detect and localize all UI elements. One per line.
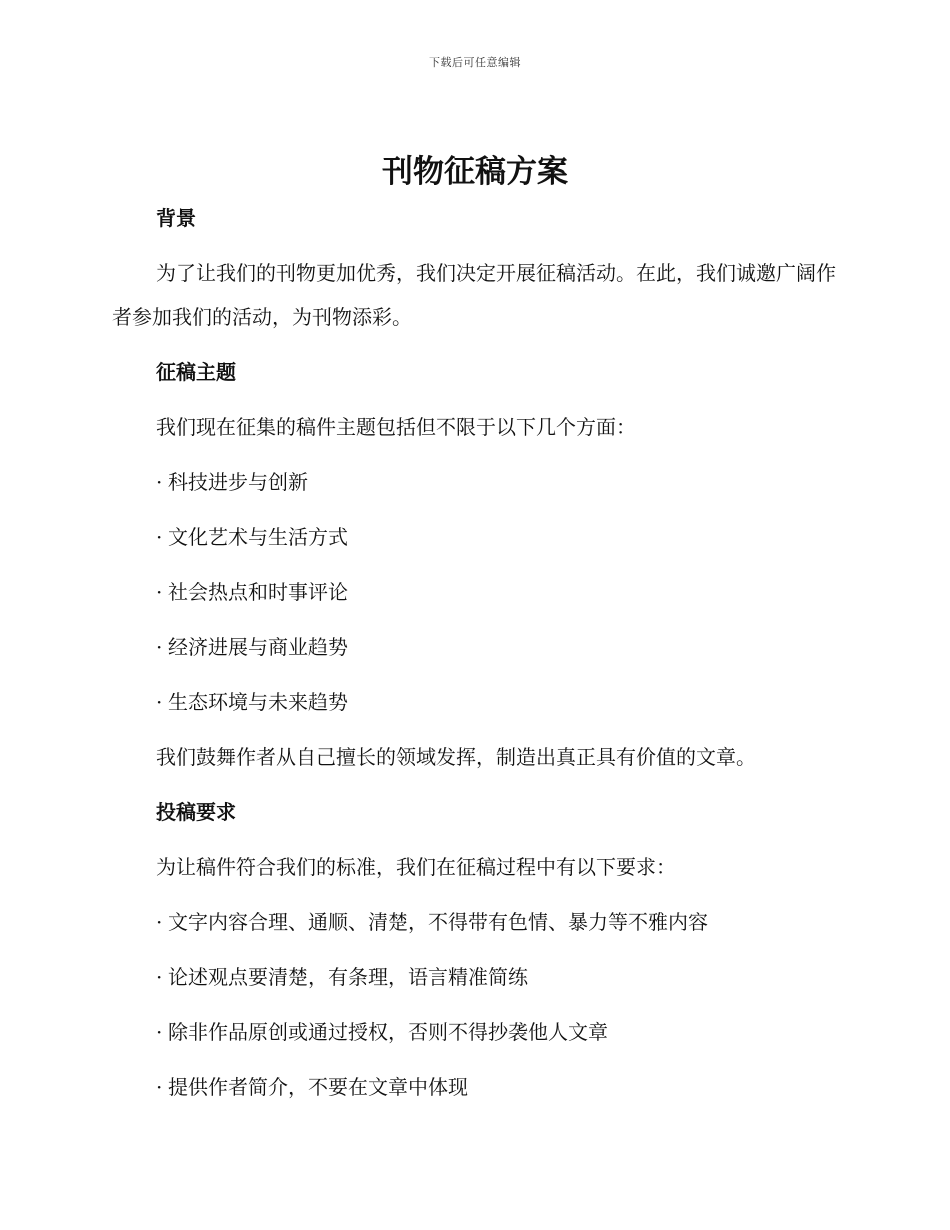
list-item-text: 经济进展与商业趋势 xyxy=(168,635,348,659)
document-body xyxy=(112,196,840,1120)
list-item xyxy=(112,955,840,999)
bullet-icon: · xyxy=(156,910,163,934)
bullet-icon: · xyxy=(156,1020,163,1044)
bullet-icon: · xyxy=(156,965,163,989)
list-item-text: 除非作品原创或通过授权，否则不得抄袭他人文章 xyxy=(168,1020,608,1044)
list-item-text: 生态环境与未来趋势 xyxy=(168,690,348,714)
theme-closing: 我们鼓舞作者从自己擅长的领域发挥，制造出真正具有价值的文章。 xyxy=(156,745,756,769)
list-item xyxy=(112,1010,840,1054)
list-item xyxy=(112,570,840,614)
bullet-icon: · xyxy=(156,690,163,714)
list-item xyxy=(112,460,840,504)
background-paragraph: 为了让我们的刊物更加优秀，我们决定开展征稿活动。在此，我们诚邀广阔作者参加我们的活动，为刊物添彩。 xyxy=(112,261,836,329)
list-item-text: 提供作者简介，不要在文章中体现 xyxy=(168,1075,468,1099)
bullet-icon: · xyxy=(156,580,163,604)
bullet-icon: · xyxy=(156,1075,163,1099)
list-item xyxy=(112,1065,840,1109)
section-heading-requirements: 投稿要求 xyxy=(156,800,236,824)
bullet-icon: · xyxy=(156,635,163,659)
section-heading-background: 背景 xyxy=(156,206,196,230)
list-item xyxy=(112,625,840,669)
section-heading-theme: 征稿主题 xyxy=(156,360,236,384)
list-item-text: 社会热点和时事评论 xyxy=(168,580,348,604)
list-item xyxy=(112,680,840,724)
list-item-text: 文化艺术与生活方式 xyxy=(168,525,348,549)
theme-intro: 我们现在征集的稿件主题包括但不限于以下几个方面： xyxy=(156,415,636,439)
document-title: 刊物征稿方案 xyxy=(382,154,568,190)
list-item xyxy=(112,900,840,944)
requirements-intro: 为让稿件符合我们的标准，我们在征稿过程中有以下要求： xyxy=(156,855,676,879)
bullet-icon: · xyxy=(156,525,163,549)
list-item xyxy=(112,515,840,559)
list-item-text: 论述观点要清楚，有条理，语言精准简练 xyxy=(168,965,528,989)
list-item-text: 文字内容合理、通顺、清楚，不得带有色情、暴力等不雅内容 xyxy=(168,910,708,934)
list-item-text: 科技进步与创新 xyxy=(168,470,308,494)
bullet-icon: · xyxy=(156,470,163,494)
header-note: 下载后可任意编辑 xyxy=(429,56,521,69)
